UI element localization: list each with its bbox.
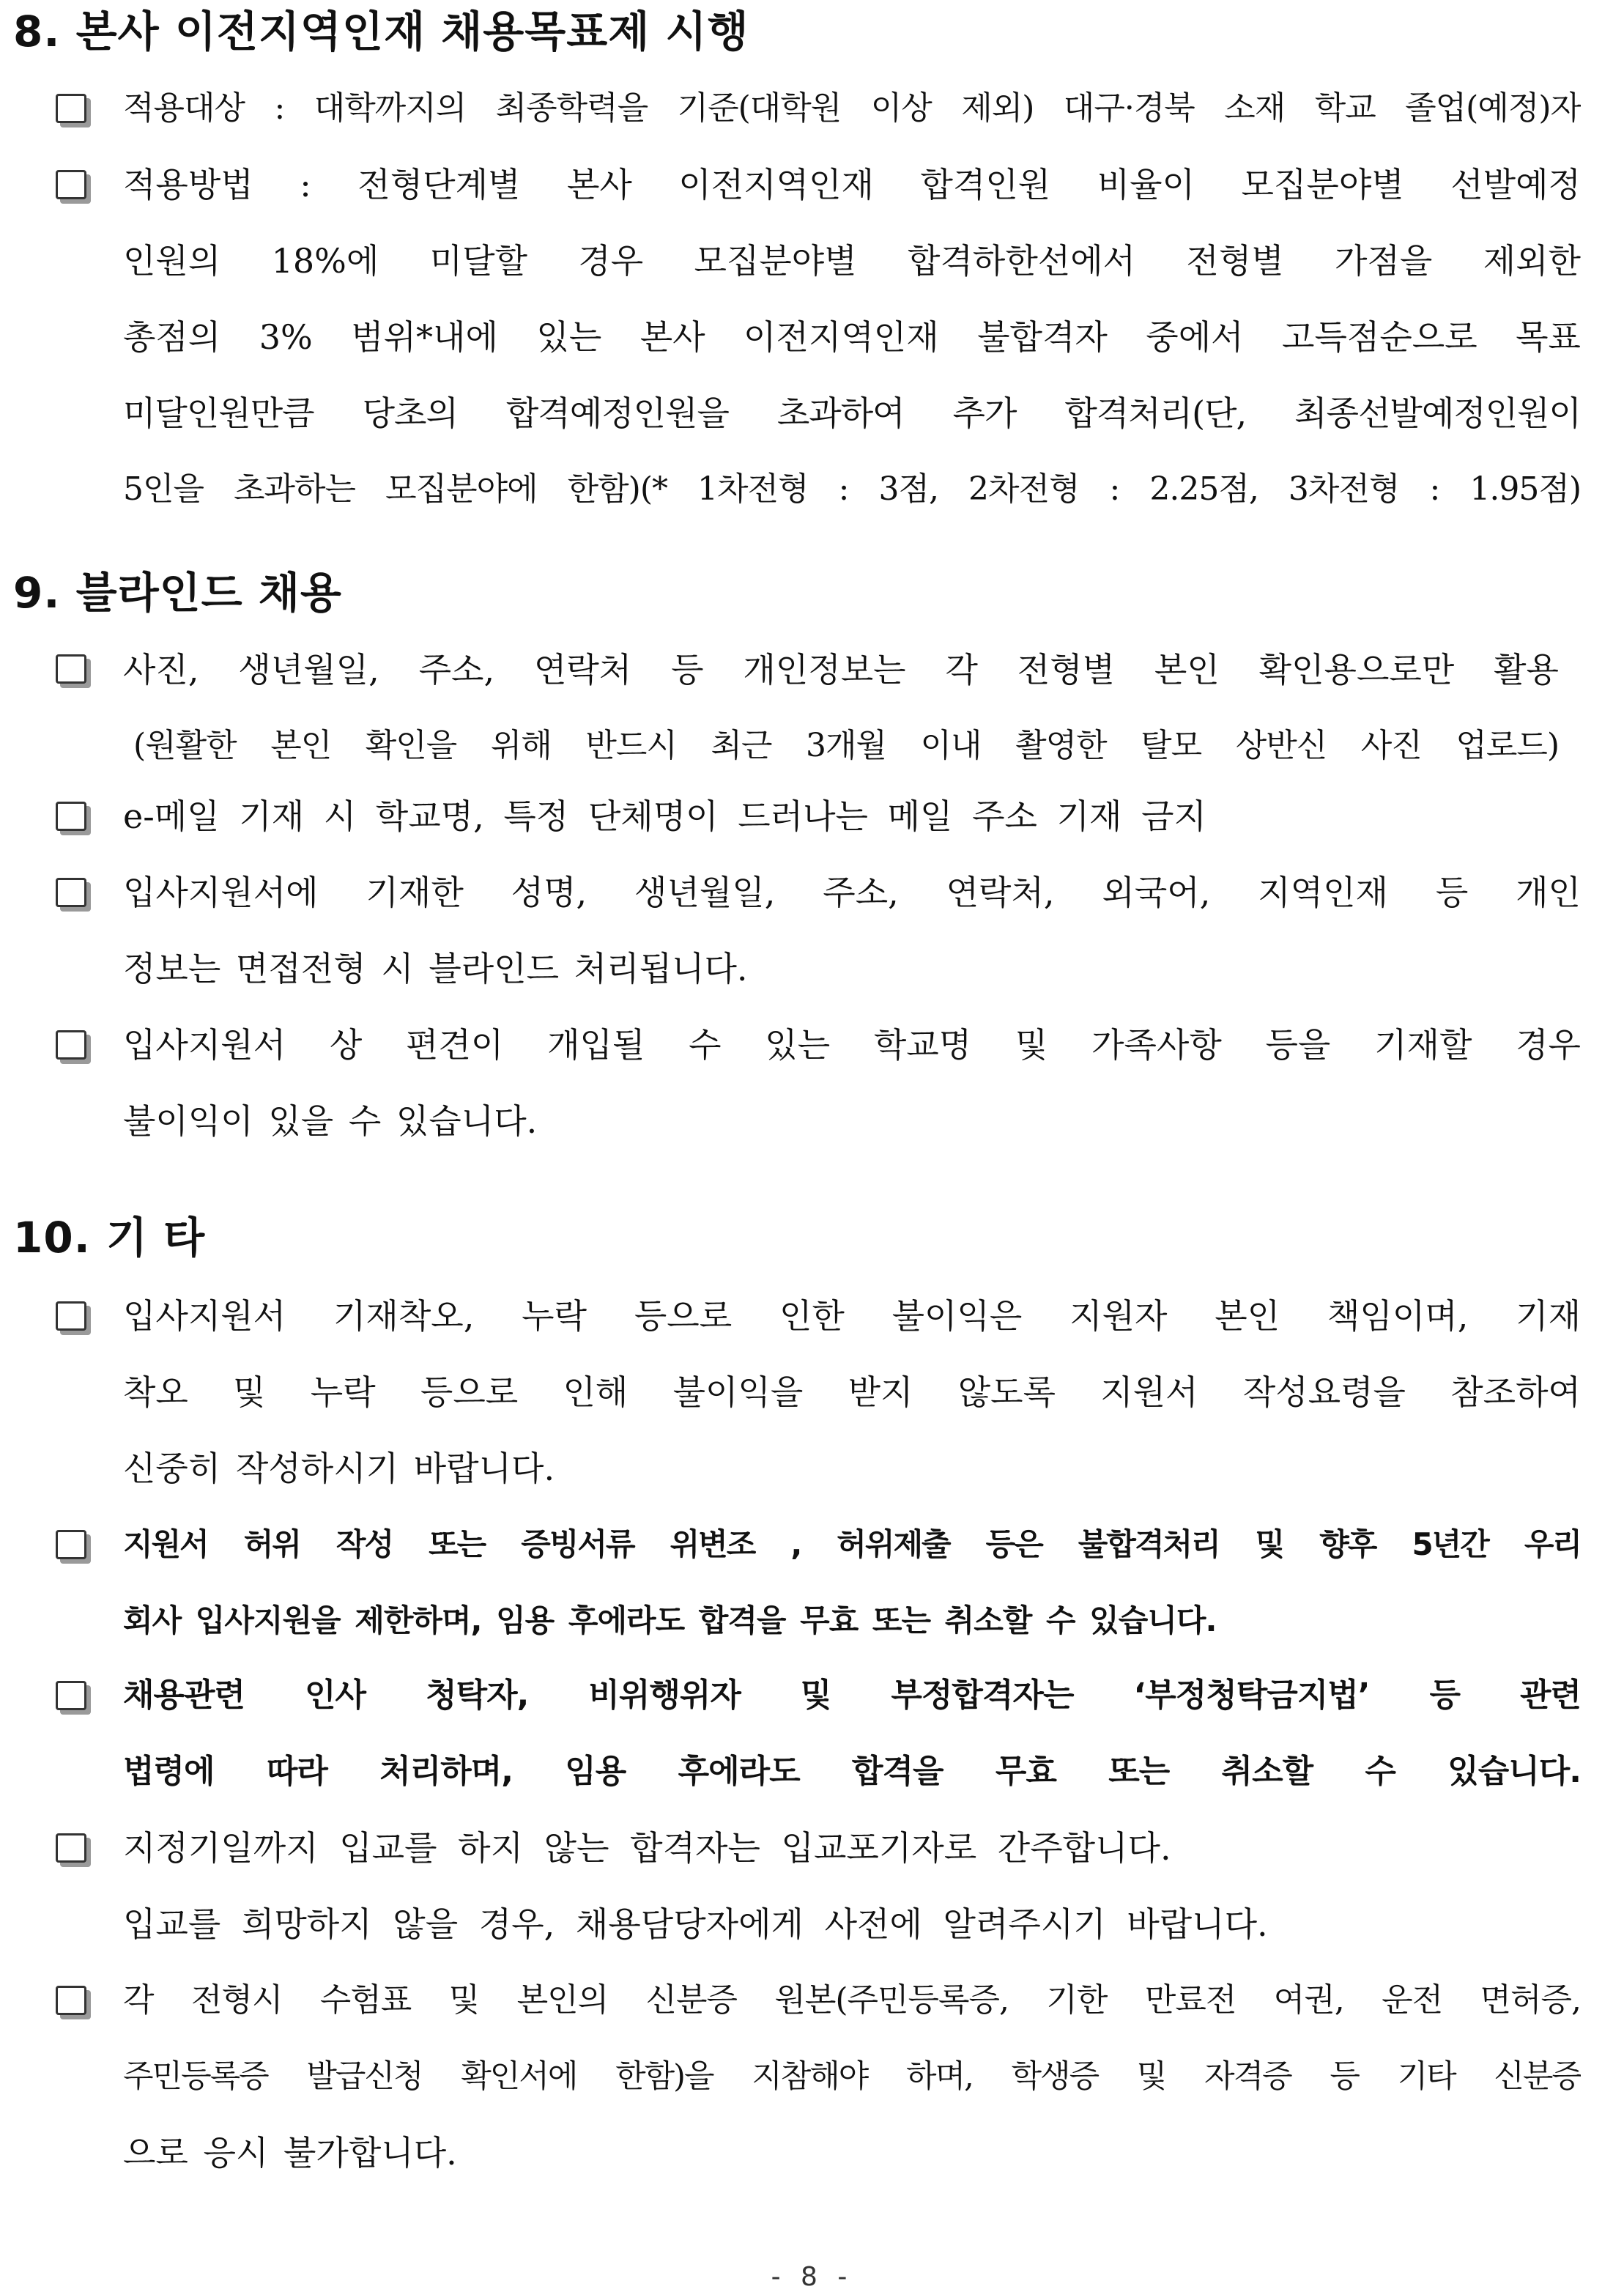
list-item-line: 신중히 작성하시기 바랍니다.	[123, 1449, 555, 1488]
list-item	[123, 1278, 1581, 1507]
list-item-line: 회사 입사지원을 제한하며, 임용 후에라도 합격을 무효 또는 취소할 수 있습니다.	[123, 1602, 1217, 1638]
list-item-line: 미달인원만큼 당초의 합격예정인원을 초과하여 추가 합격처리(단, 최종선발예정인원이	[123, 393, 1581, 433]
list-item-line: 각 전형시 수험표 및 본인의 신분증 원본(주민등록증, 기한 만료전 여권, 운전 면허증,	[123, 1981, 1581, 2019]
list-item	[123, 1962, 1581, 2191]
list-item	[123, 147, 1581, 528]
list-item-line: 주민등록증 발급신청 확인서에 한함)을 지참해야 하며, 학생증 및 자격증 등 기타 신분증	[123, 2058, 1581, 2095]
section-10-title: 10. 기 타	[13, 1213, 206, 1263]
list-item	[123, 632, 1559, 784]
list-item-line: 적용대상 : 대학까지의 최종학력을 기준(대학원 이상 제외) 대구·경북 소재 학교 졸업(예정)자	[123, 89, 1581, 127]
list-item	[123, 778, 1581, 854]
list-item-line: 법령에 따라 처리하며, 임용 후에라도 합격을 무효 또는 취소할 수 있습니다.	[123, 1753, 1581, 1790]
list-item-line: 입사지원서 상 편견이 개입될 수 있는 학교명 및 가족사항 등을 기재할 경우	[123, 1025, 1581, 1065]
checkbox-icon	[56, 1301, 86, 1331]
list-item	[123, 1007, 1581, 1159]
section-9-title: 9. 블라인드 채용	[13, 568, 342, 618]
list-item-line: e-메일 기재 시 학교명, 특정 단체명이 드러나는 메일 주소 기재 금지	[123, 796, 1206, 836]
list-item-line: 사진, 생년월일, 주소, 연락처 등 개인정보는 각 전형별 본인 확인용으로만 활용	[123, 650, 1559, 690]
list-item	[123, 1657, 1581, 1810]
checkbox-icon	[56, 802, 86, 831]
list-item	[123, 1507, 1581, 1659]
section-8-title: 8. 본사 이전지역인재 채용목표제 시행	[13, 7, 749, 56]
checkbox-icon	[56, 1986, 86, 2015]
checkbox-icon	[56, 1833, 86, 1863]
list-item-line: 5인을 초과하는 모집분야에 한함)(* 1차전형 : 3점, 2차전형 : 2.25점, 3차전형 : 1.95점)	[123, 470, 1581, 508]
list-item-line: 입교를 희망하지 않을 경우, 채용담당자에게 사전에 알려주시기 바랍니다.	[123, 1904, 1268, 1944]
list-item-line: 적용방법 : 전형단계별 본사 이전지역인재 합격인원 비율이 모집분야별 선발예정	[123, 165, 1581, 204]
list-item-line: 입사지원서에 기재한 성명, 생년월일, 주소, 연락처, 외국어, 지역인재 등 개인	[123, 873, 1581, 912]
list-item	[123, 70, 1581, 147]
checkbox-icon	[56, 170, 86, 199]
checkbox-icon	[56, 878, 86, 907]
list-item-line: 입사지원서 기재착오, 누락 등으로 인한 불이익은 지원자 본인 책임이며, 기재	[123, 1296, 1581, 1336]
list-item-line: (원활한 본인 확인을 위해 반드시 최근 3개월 이내 촬영한 탈모 상반신 사진 업로드)	[133, 727, 1559, 764]
page-number: - 8 -	[771, 2262, 853, 2292]
list-item-line: 정보는 면접전형 시 블라인드 처리됩니다.	[123, 949, 748, 988]
list-item-line: 채용관련 인사 청탁자, 비위행위자 및 부정합격자는 ‘부정청탁금지법’ 등 관련	[123, 1677, 1581, 1714]
checkbox-icon	[56, 1681, 86, 1710]
list-item-line: 착오 및 누락 등으로 인해 불이익을 받지 않도록 지원서 작성요령을 참조하여	[123, 1372, 1581, 1412]
checkbox-icon	[56, 1530, 86, 1559]
list-item	[123, 1810, 1581, 1962]
checkbox-icon	[56, 654, 86, 684]
list-item	[123, 854, 1581, 1007]
checkbox-icon	[56, 1030, 86, 1060]
list-item-line: 지정기일까지 입교를 하지 않는 합격자는 입교포기자로 간주합니다.	[123, 1828, 1171, 1868]
checkbox-icon	[56, 94, 86, 123]
list-item-line: 인원의 18%에 미달할 경우 모집분야별 합격하한선에서 전형별 가점을 제외한	[123, 241, 1581, 281]
list-item-line: 총점의 3% 범위*내에 있는 본사 이전지역인재 불합격자 중에서 고득점순으로 목표	[123, 317, 1581, 357]
list-item-line: 으로 응시 불가합니다.	[123, 2133, 457, 2173]
list-item-line: 불이익이 있을 수 있습니다.	[123, 1101, 538, 1141]
list-item-line: 지원서 허위 작성 또는 증빙서류 위변조 , 허위제출 등은 불합격처리 및 향후 5년간 우리	[123, 1526, 1581, 1562]
